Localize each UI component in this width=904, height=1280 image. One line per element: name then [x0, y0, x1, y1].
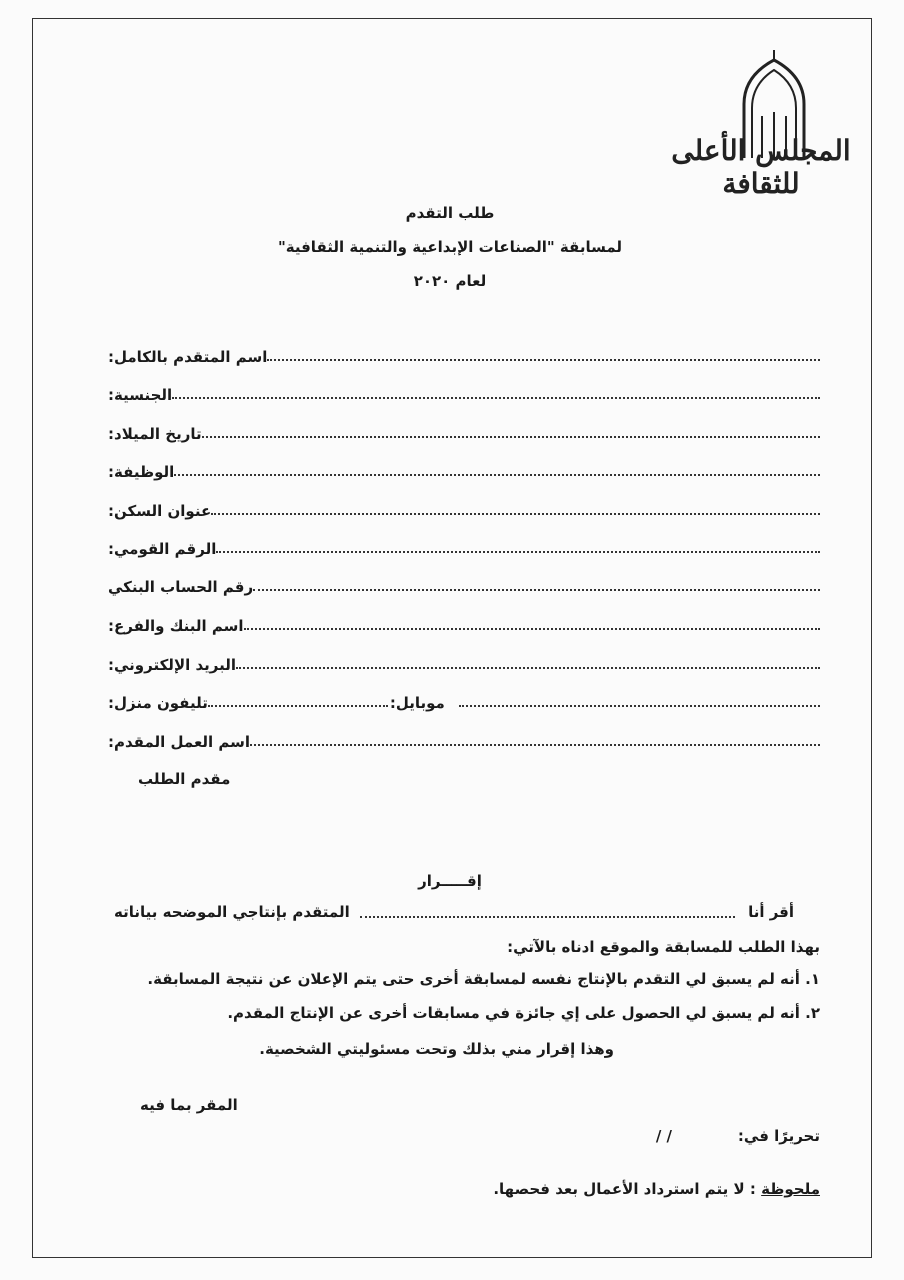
field-label: الرقم القومي:	[108, 540, 217, 558]
field-label: اسم العمل المقدم:	[108, 733, 251, 751]
declaration-line2: بهذا الطلب للمسابقة والموقع ادناه بالآتي:	[507, 938, 820, 956]
note	[493, 1180, 820, 1198]
field-work-title[interactable]	[108, 727, 822, 751]
form-subtitle: لمسابقة "الصناعات الإبداعية والتنمية الثقافية"	[277, 238, 623, 256]
field-address[interactable]	[108, 496, 822, 520]
declarant-label: المقر بما فيه	[140, 1096, 238, 1114]
declaration-title: إقـــــرار	[418, 872, 482, 890]
field-label: رقم الحساب البنكي	[108, 578, 254, 596]
applicant-signature-label: مقدم الطلب	[138, 770, 231, 788]
dotted-line	[236, 666, 820, 669]
field-label: الجنسية:	[108, 386, 173, 404]
field-label: اسم البنك والفرع:	[108, 617, 244, 635]
dated-label: تحريرًا في:	[737, 1127, 820, 1145]
note-text: : لا يتم استرداد الأعمال بعد فحصها.	[493, 1180, 762, 1198]
field-label: البريد الإلكتروني:	[108, 656, 236, 674]
dotted-line	[211, 512, 820, 515]
form-year: لعام ٢٠٢٠	[413, 272, 487, 290]
field-birth-date[interactable]	[108, 419, 822, 443]
dotted-line	[208, 704, 388, 707]
logo-text: المجلس الأعلى للثقافة	[671, 134, 851, 200]
dotted-line	[244, 627, 820, 630]
field-label: تليفون منزل:	[108, 694, 208, 712]
field-label: عنوان السكن:	[108, 502, 212, 520]
mobile-label: موبايل:	[389, 694, 445, 712]
dotted-line	[253, 588, 820, 591]
field-occupation[interactable]	[108, 457, 822, 481]
field-phone[interactable]	[108, 688, 822, 712]
declaration-item-2: ٢. أنه لم يسبق لي الحصول على إي جائزة في مسابقات أخرى عن الإنتاج المقدم.	[227, 1004, 820, 1022]
dotted-line	[172, 396, 820, 399]
declaration-start: أقر أنا	[748, 903, 794, 921]
field-nationality[interactable]	[108, 380, 822, 404]
field-email[interactable]	[108, 650, 822, 674]
dotted-line	[267, 358, 820, 361]
field-label: الوظيفة:	[108, 463, 175, 481]
declaration-closing: وهذا إقرار مني بذلك وتحت مسئوليتي الشخصية.	[259, 1040, 614, 1058]
dotted-line	[174, 473, 820, 476]
field-label: تاريخ الميلاد:	[108, 425, 202, 443]
field-bank-account[interactable]	[108, 572, 822, 596]
dotted-line	[459, 704, 820, 707]
dotted-line	[216, 550, 820, 553]
form-title: طلب التقدم	[405, 204, 495, 222]
field-bank-branch[interactable]	[108, 611, 822, 635]
field-label: اسم المتقدم بالكامل:	[108, 348, 268, 366]
declaration-end: المتقدم بإنتاجي الموضحه بياناته	[114, 903, 350, 921]
declaration-item-1: ١. أنه لم يسبق لي التقدم بالإنتاج نفسه لمسابقة أخرى حتى يتم الإعلان عن نتيجة المسابقة.	[147, 970, 820, 988]
field-national-id[interactable]	[108, 534, 822, 558]
date-slashes[interactable]: / /	[655, 1127, 672, 1145]
dotted-line	[250, 743, 820, 746]
field-full-name[interactable]	[108, 342, 822, 366]
note-label: ملحوظة	[761, 1180, 820, 1198]
declarant-name-line[interactable]	[360, 915, 735, 918]
dotted-line	[202, 435, 820, 438]
